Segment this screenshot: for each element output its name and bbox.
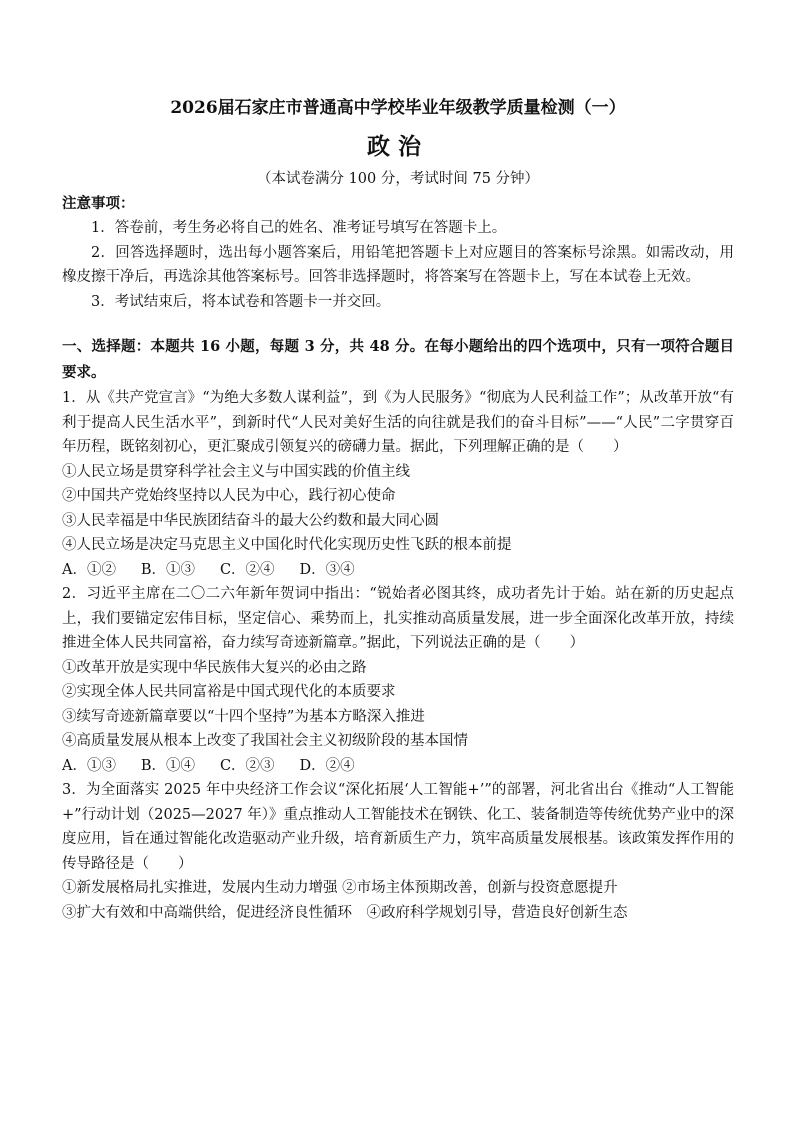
option-a: A．①③ <box>62 757 116 774</box>
option-b: B．①③ <box>140 561 196 578</box>
exam-page <box>62 96 734 925</box>
option-c: C．②④ <box>219 561 275 578</box>
option-b: B．①④ <box>140 757 196 774</box>
statement: ②中国共产党始终坚持以人民为中心，践行初心使命 <box>62 488 396 504</box>
statement-line: ③扩大有效和中高端供给，促进经济良性循环 ④政府科学规划引导，营造良好创新生态 <box>62 904 628 921</box>
question-stem: 2．习近平主席在二〇二六年新年贺词中指出：“锐始者必图其终，成功者先计于始。站在新的历史起点上，我们要锚定宏伟目标，坚定信心、乘势而上，扎实推动高质量发展，进一步全面深化改革开放，持续推进全体人民共同富裕，奋力续写奇迹新篇章。”据此，下列说法正确的是（ ） <box>62 586 734 651</box>
notice-item: 1．答卷前，考生务必将自己的姓名、准考证号填写在答题卡上。 <box>91 220 507 236</box>
section-heading: 一、选择题：本题共 16 小题，每题 3 分，共 48 分。在每小题给出的四个选项中，只有一项符合题目要求。 <box>62 338 734 381</box>
statement: ①人民立场是贯穿科学社会主义与中国实践的价值主线 <box>62 463 410 480</box>
question-2 <box>62 582 734 778</box>
statement: ③续写奇迹新篇章要以“十四个坚持”为基本方略深入推进 <box>62 708 425 725</box>
answer-options <box>62 754 734 779</box>
statement-line: ①新发展格局扎实推进，发展内生动力增强 ②市场主体预期改善，创新与投资意愿提升 <box>62 880 618 896</box>
option-d: D．③④ <box>299 561 355 578</box>
statement: ③人民幸福是中华民族团结奋斗的最大公约数和最大同心圆 <box>62 512 439 529</box>
exam-info: （本试卷满分 100 分，考试时间 75 分钟） <box>256 171 540 187</box>
statement: ④高质量发展从根本上改变了我国社会主义初级阶段的基本国情 <box>62 733 468 749</box>
question-stem: 1．从《共产党宣言》“为绝大多数人谋利益”，到《为人民服务》“彻底为人民利益工作”；从改革开放“有利于提高人民生活水平”，到新时代“人民对美好生活的向往就是我们的奋斗目标”——“人民”二字贯穿百年历程，既铭刻初心，更汇聚成引领复兴的磅礴力量。据此，下列理解正确的是（ ） <box>62 390 734 455</box>
notice-item: 2．回答选择题时，选出每小题答案后，用铅笔把答题卡上对应题目的答案标号涂黑。如需改动，用橡皮擦干净后，再选涂其他答案标号。回答非选择题时，将答案写在答题卡上，写在本试卷上无效。 <box>62 244 734 285</box>
option-d: D．②④ <box>299 757 355 774</box>
option-a: A．①② <box>62 561 116 578</box>
statement: ①改革开放是实现中华民族伟大复兴的必由之路 <box>62 659 367 676</box>
question-3 <box>62 778 734 925</box>
statement: ②实现全体人民共同富裕是中国式现代化的本质要求 <box>62 684 396 700</box>
statement: ④人民立场是决定马克思主义中国化时代化实现历史性飞跃的根本前提 <box>62 537 512 553</box>
notice-heading: 注意事项： <box>62 195 135 212</box>
question-1 <box>62 386 734 582</box>
option-c: C．②③ <box>219 757 275 774</box>
question-stem: 3．为全面落实 2025 年中央经济工作会议“深化拓展‘人工智能+’”的部署，河北省出台《推动“人工智能+”行动计划（2025—2027 年）》重点推动人工智能技术在钢铁、化工、装备制造等传统优势产业中的深度应用，旨在通过智能化改造驱动产业升级，培育新质生产力，筑牢高质量发展根基。该政策发挥作用的传导路径是（ ） <box>62 782 734 872</box>
answer-options <box>62 558 734 583</box>
exam-title: 2026届石家庄市普通高中学校毕业年级教学质量检测（一） <box>170 98 626 118</box>
subject-title: 政治 <box>367 133 429 160</box>
notice-item: 3．考试结束后，将本试卷和答题卡一并交回。 <box>91 293 391 310</box>
